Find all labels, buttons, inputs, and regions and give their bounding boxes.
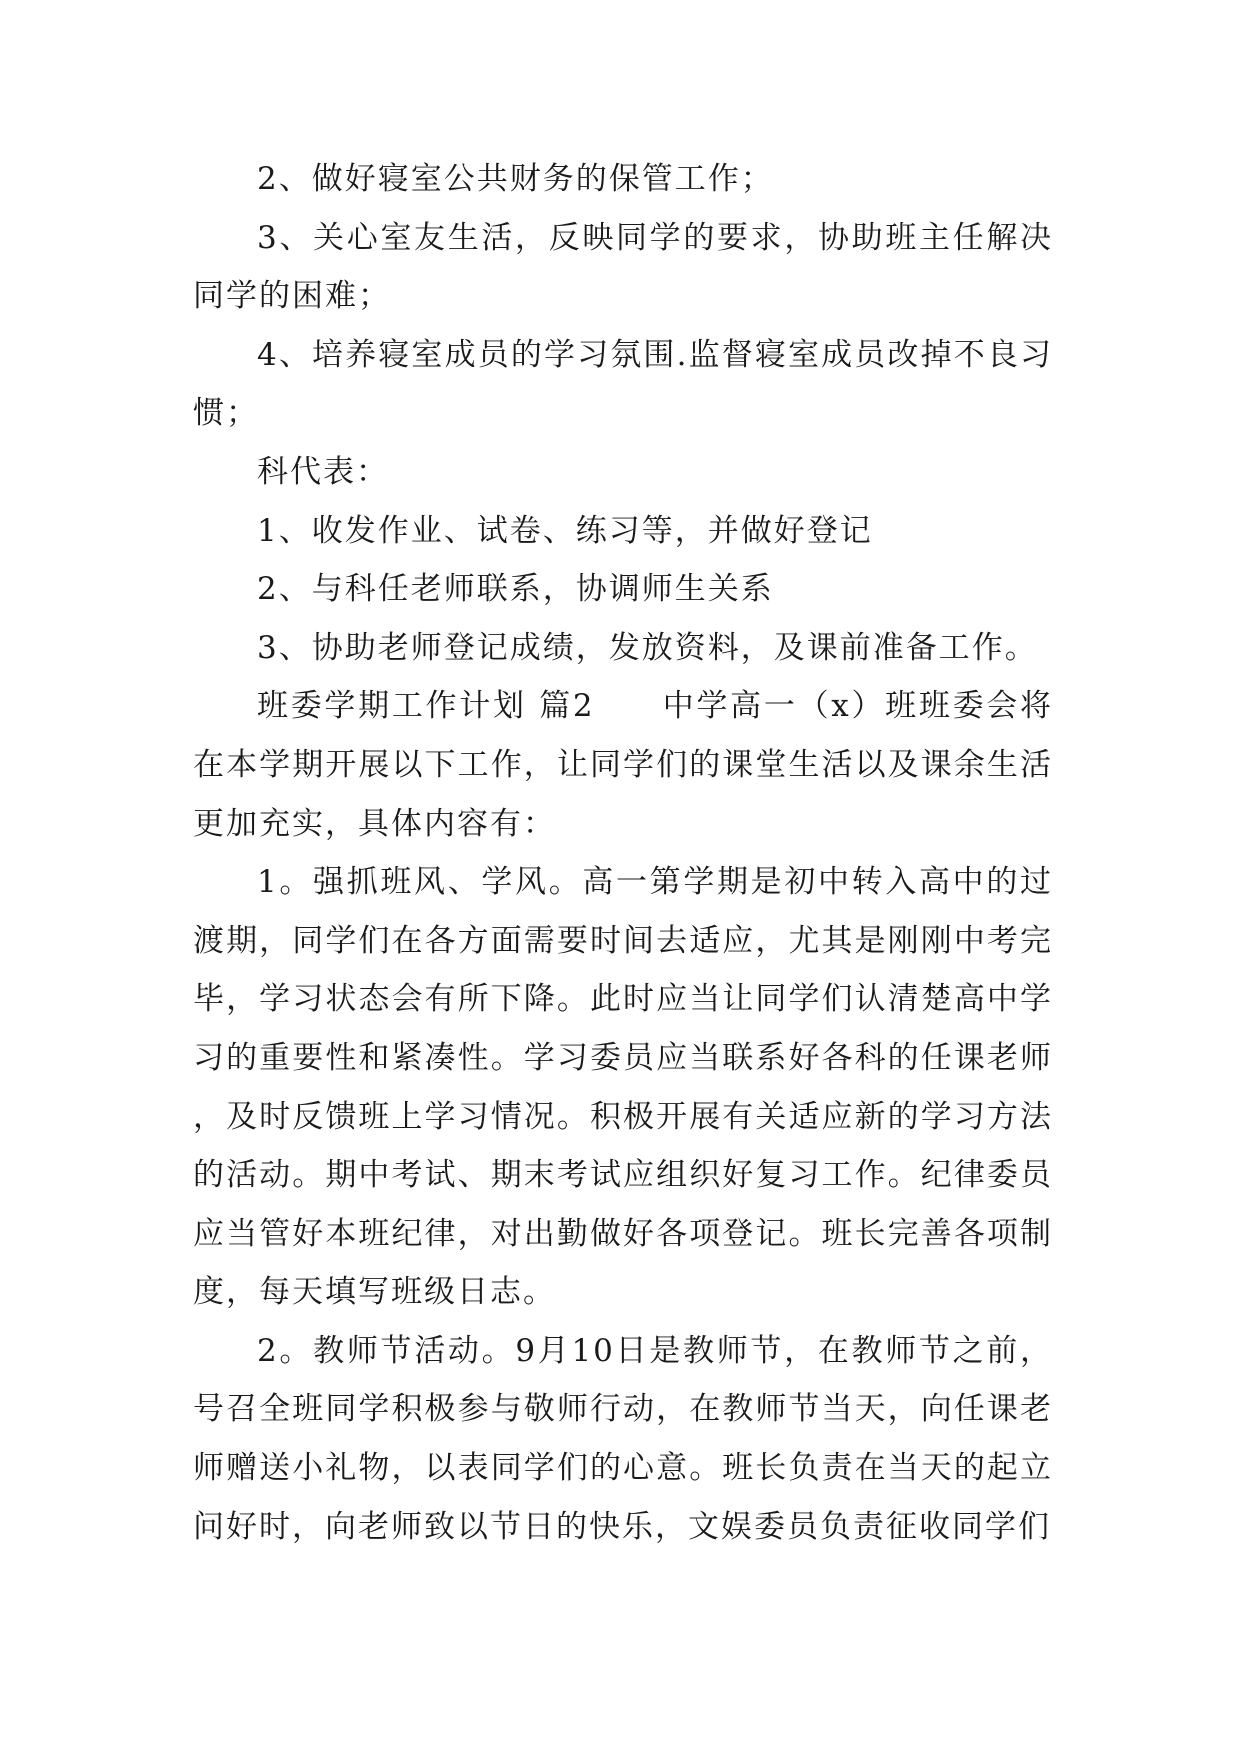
paragraph-plan-intro: 班委学期工作计划 篇2 中学高一（x）班班委会将在本学期开展以下工作，让同学们的课堂生活以及课余生活更加充实，具体内容有： xyxy=(193,688,1053,842)
paragraph-plan-item-1: 1。强抓班风、学风。高一第学期是初中转入高中的过渡期，同学们在各方面需要时间去适应，尤其是刚刚中考完毕，学习状态会有所下降。此时应当让同学们认清楚高中学习的重要性和紧凑性。学习委员应当联系好各科的任课老师，及时反馈班上学习情况。积极开展有关适应新的学习方法的活动。期中考试、期末考试应组织好复习工作。纪律委员应当管好本班纪律，对出勤做好各项登记。班长完善各项制度，每天填写班级日志。 xyxy=(193,864,1053,1311)
paragraph-dorm-duty-4: 4、培养寝室成员的学习氛围.监督寝室成员改掉不良习惯； xyxy=(193,336,1053,432)
paragraph-plan-item-2: 2。教师节活动。9月10日是教师节，在教师节之前，号召全班同学积极参与敬师行动，在教师节当天，向任课老师赠送小礼物，以表同学们的心意。班长负责在当天的起立问好时，向老师致以节日的快乐，文娱委员负责征收同学们 xyxy=(193,1332,1053,1545)
document-body xyxy=(193,150,1053,1556)
paragraph-subject-rep-duty-3: 3、协助老师登记成绩，发放资料，及课前准备工作。 xyxy=(257,629,1038,666)
paragraph-dorm-duty-3: 3、关心室友生活，反映同学的要求，协助班主任解决同学的困难； xyxy=(193,219,1053,315)
paragraph-dorm-duty-2: 2、做好寝室公共财务的保管工作； xyxy=(257,161,774,197)
paragraph-subject-rep-duty-2: 2、与科任老师联系，协调师生关系 xyxy=(257,571,774,608)
paragraph-subject-rep-heading: 科代表： xyxy=(257,453,389,490)
paragraph-subject-rep-duty-1: 1、收发作业、试卷、练习等，并做好登记 xyxy=(257,512,873,549)
